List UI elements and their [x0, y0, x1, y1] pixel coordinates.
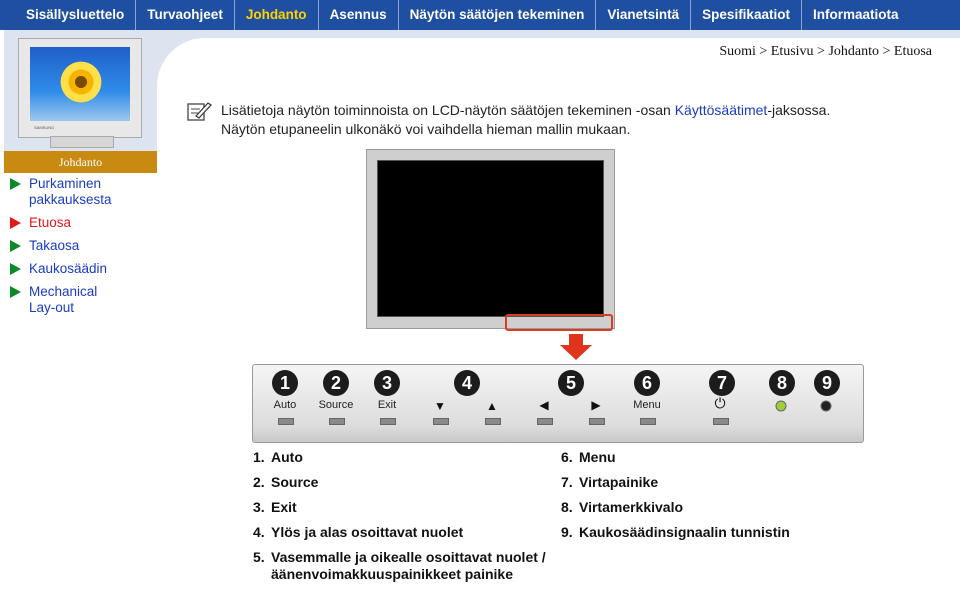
- thumb-brand: SAMSUNG: [34, 125, 55, 130]
- top-nav: [0, 0, 960, 30]
- button-number-4: 4: [454, 370, 480, 396]
- header-band: [157, 30, 960, 90]
- sidebar-item-label: Mechanical Lay-out: [29, 284, 98, 315]
- triangle-right-icon: [10, 263, 21, 275]
- arrow-left-triangle-icon: ◀: [539, 398, 549, 412]
- button-number-5: 5: [558, 370, 584, 396]
- info-line2-text: Näytön etupaneelin ulkonäkö voi vaihdella hieman mallin mukaan.: [221, 121, 631, 137]
- sidebar-item-mechanical-layout[interactable]: [10, 284, 155, 316]
- control-panel: [252, 364, 864, 443]
- power-icon: ⏻: [714, 395, 726, 411]
- sidebar-item-takaosa[interactable]: [10, 238, 155, 254]
- legend-item: 5. Vasemmalle ja oikealle osoittavat nuolet / äänenvoimakkuuspainikkeet painike: [253, 549, 546, 582]
- info-line1-suffix: -jaksossa.: [767, 102, 831, 118]
- legend-item: 3. Exit: [253, 499, 297, 515]
- nav-item-informaatiota[interactable]: Informaatiota: [812, 7, 899, 22]
- triangle-right-icon: [10, 217, 21, 229]
- sidebar-item-label: Takaosa: [29, 238, 80, 253]
- arrow-up-triangle-icon: ▲: [486, 399, 498, 413]
- legend-right: [561, 449, 861, 549]
- exit-label: Exit: [377, 399, 397, 411]
- sidebar-item-label: Kaukosäädin: [29, 261, 108, 276]
- auto-label: Auto: [273, 399, 297, 411]
- source-label: Source: [318, 399, 354, 411]
- sidebar-item-etuosa[interactable]: [10, 215, 155, 231]
- legend-item: 8. Virtamerkkivalo: [561, 499, 684, 515]
- sidebar-item-kaukosaadin[interactable]: [10, 261, 155, 277]
- right-button[interactable]: [589, 418, 605, 425]
- legend-item: 1. Auto: [253, 449, 303, 465]
- source-button[interactable]: [329, 418, 345, 425]
- menu-button[interactable]: [640, 418, 656, 425]
- nav-item-turvaohjeet[interactable]: Turvaohjeet: [136, 0, 235, 30]
- monitor-thumbnail: [4, 30, 157, 152]
- remote-sensor-icon: [820, 400, 832, 412]
- info-text: [221, 101, 830, 139]
- button-number-8: 8: [769, 370, 795, 396]
- arrow-right-triangle-icon: ▶: [591, 398, 601, 412]
- button-number-3: 3: [374, 370, 400, 396]
- nav-item-spesifikaatiot[interactable]: Spesifikaatiot: [691, 0, 802, 30]
- button-number-2: 2: [323, 370, 349, 396]
- panel-highlight-box: [505, 314, 613, 331]
- legend-left: [253, 449, 553, 591]
- sidebar-item-purkaminen[interactable]: [10, 176, 155, 208]
- nav-item-sisallysluettelo[interactable]: Sisällysluettelo: [0, 0, 136, 30]
- power-led-icon: [775, 400, 787, 412]
- up-button[interactable]: [485, 418, 501, 425]
- flower-icon: [58, 59, 104, 105]
- power-button[interactable]: [713, 418, 729, 425]
- nav-item-johdanto[interactable]: Johdanto: [235, 0, 319, 30]
- exit-button[interactable]: [380, 418, 396, 425]
- breadcrumb: Suomi > Etusivu > Johdanto > Etuosa: [719, 44, 932, 59]
- button-number-1: 1: [272, 370, 298, 396]
- legend-item: 7. Virtapainike: [561, 474, 659, 490]
- sidebar-list: [10, 176, 155, 323]
- button-number-9: 9: [814, 370, 840, 396]
- legend-item: 9. Kaukosäädinsignaalin tunnistin: [561, 524, 790, 540]
- button-number-7: 7: [709, 370, 735, 396]
- sidebar-item-label: Etuosa: [29, 215, 72, 230]
- info-line1-text: Lisätietoja näytön toiminnoista on LCD-näytön säätöjen tekeminen -osan: [221, 102, 675, 118]
- nav-item-naytton-saadot[interactable]: Näytön säätöjen tekeminen: [399, 0, 597, 30]
- sidebar-title: Johdanto: [4, 151, 157, 173]
- sidebar-item-label: Purkaminen pakkauksesta: [29, 176, 112, 207]
- triangle-right-icon: [10, 286, 21, 298]
- arrow-down-icon: [560, 334, 592, 360]
- nav-item-asennus[interactable]: Asennus: [319, 0, 399, 30]
- legend-item: 4. Ylös ja alas osoittavat nuolet: [253, 524, 464, 540]
- down-button[interactable]: [433, 418, 449, 425]
- menu-label: Menu: [633, 399, 661, 411]
- triangle-right-icon: [10, 178, 21, 190]
- legend-item: 6. Menu: [561, 449, 616, 465]
- legend-item: 2. Source: [253, 474, 319, 490]
- arrow-down-triangle-icon: ▼: [434, 399, 446, 413]
- left-button[interactable]: [537, 418, 553, 425]
- kayttosaatimet-link[interactable]: Käyttösäätimet: [674, 102, 768, 118]
- button-number-6: 6: [634, 370, 660, 396]
- nav-item-vianetsinta[interactable]: Vianetsintä: [596, 0, 691, 30]
- note-icon: [186, 100, 212, 122]
- sidebar: [0, 30, 157, 601]
- monitor-screen: [377, 160, 604, 317]
- triangle-right-icon: [10, 240, 21, 252]
- monitor-front-image: [366, 149, 615, 329]
- auto-button[interactable]: [278, 418, 294, 425]
